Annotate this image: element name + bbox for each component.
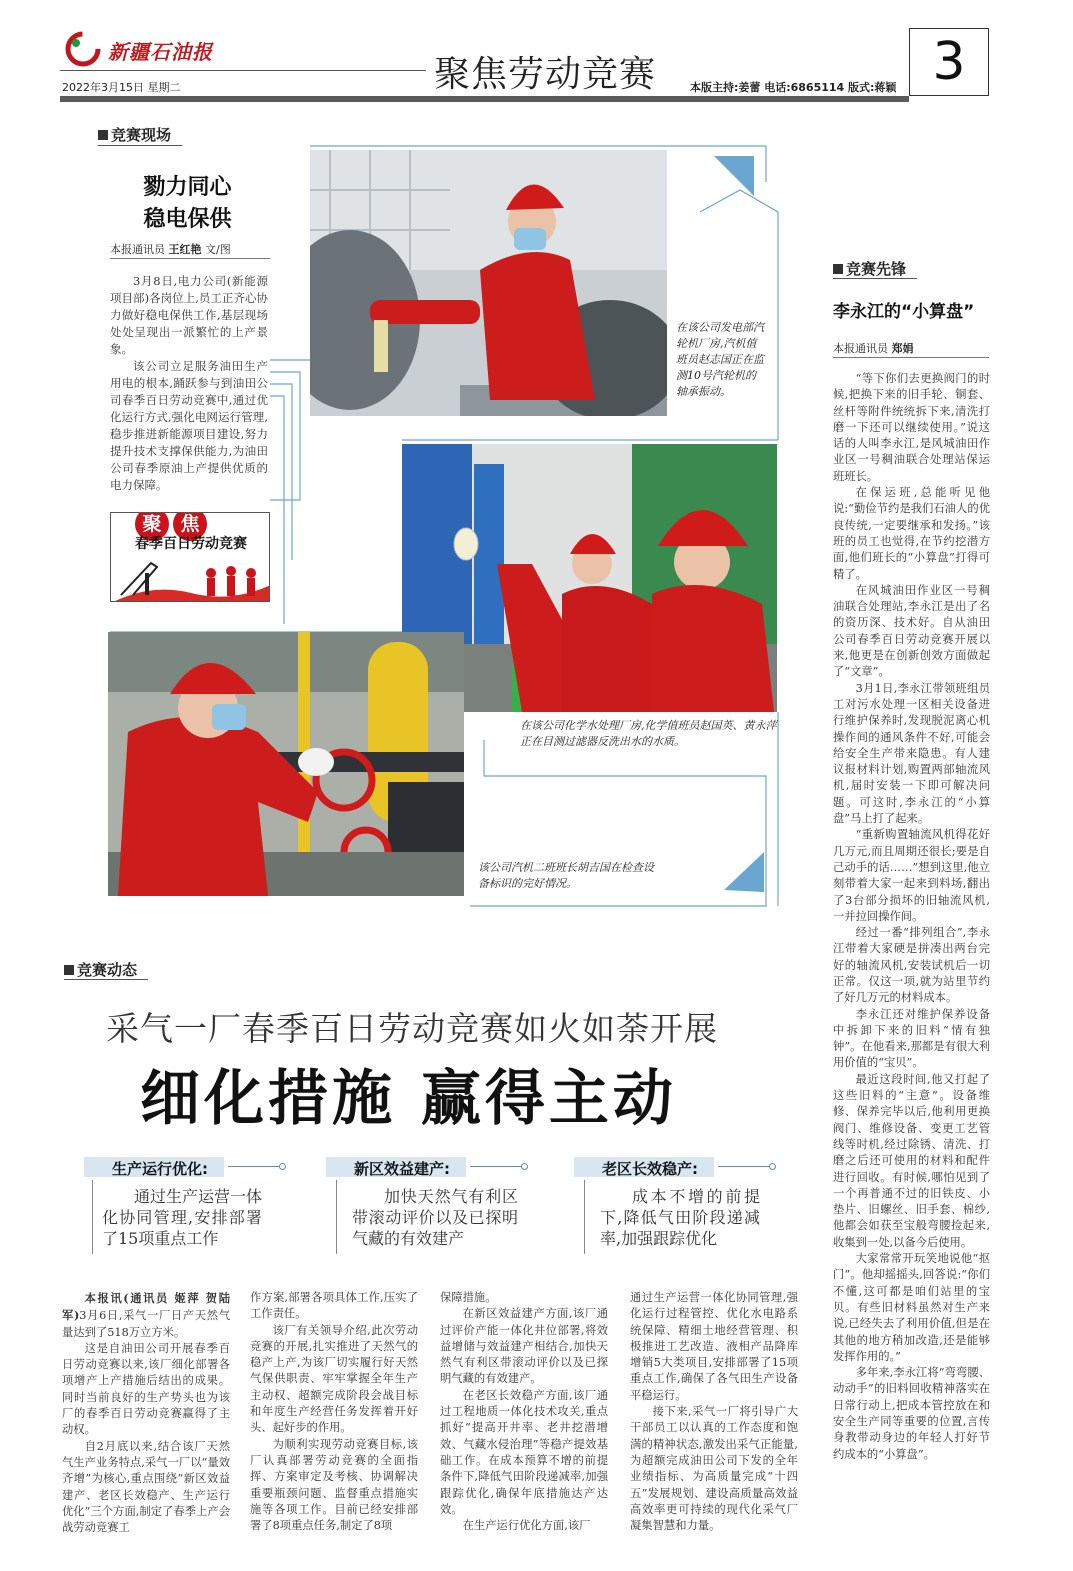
paragraph: 自2月底以来,结合该厂天然气生产业务特点,采气一厂以“量效齐增”为核心,重点围绕“新区效益建产、老区长效稳产、生产运行优化”三个方面,制定了春季上产会战劳动竞赛工 xyxy=(62,1439,230,1535)
square-bullet-icon xyxy=(833,264,843,274)
box-rule xyxy=(336,1180,337,1254)
paragraph: 为顺利实现劳动竞赛目标,该厂认真部署劳动竞赛的全面指挥、方案审定及考核、协调解决重要瓶颈问题、监督重点措施实施等各项工作。目前已经安排部署了8项重点任务,制定了8项 xyxy=(250,1437,418,1533)
box-head-old-area: 老区长效稳产: xyxy=(602,1160,698,1178)
article-byline: 本报通讯员 王红艳 文/图 xyxy=(110,243,231,256)
photo-turbine-inspection xyxy=(310,150,667,416)
paragraph: 接下来,采气一厂将引导广大干部员工以认真的工作态度和饱满的精神状态,激发出采气正能量,为超额完成油田公司下发的全年业绩指标、为高质量完成“十四五”发展规划、建设高质量高效益高效率更可持续的现代化采气厂凝集智慧和力量。 xyxy=(630,1405,798,1533)
paragraph: 大家常常开玩笑地说他“抠门”。他却摇摇头,回答说:“你们不懂,这可都是咱们站里的宝贝。有些旧材料虽然对生产来说,已经失去了利用价值,但是在其他的地方稍加改造,还是能够发挥作用的。” xyxy=(833,1252,990,1363)
box-line xyxy=(470,1166,522,1167)
newspaper-logo: 新疆石油报 xyxy=(108,40,213,64)
page-section-title: 聚焦劳动竞赛 xyxy=(434,54,657,95)
badge-char: 聚 xyxy=(135,512,169,541)
section-label-pioneer: 竞赛先锋 xyxy=(833,258,906,279)
paragraph: 在风城油田作业区一号稠油联合处理站,李永江是出了名的资历深、技术好。自从油田公司春季百日劳动竞赛开展以来,他更是在创新创效方面做起了“文章”。 xyxy=(833,583,990,679)
photo-caption-3: 该公司汽机二班班长胡吉国在检查设备标识的完好情况。 xyxy=(478,861,654,890)
paragraph: 在老区长效稳产方面,该厂通过工程地质一体化技术攻关,重点抓好“提高开井率、老井挖潜增效、气藏水侵治理”等稳产提效基础工作。在成本预算不增的前提条件下,降低气田阶段递减率,加强跟踪优化,确保年底措施达产达效。 xyxy=(440,1388,608,1516)
section-label-scene: 竞赛现场 xyxy=(98,124,171,145)
paragraph: 在新区效益建产方面,该厂通过评价产能一体化井位部署,将效益增储与效益建产相结合,加快天然气有利区带滚动评价以及已探明气藏的有效建产。 xyxy=(440,1307,608,1386)
section-underline xyxy=(64,979,148,980)
paragraph: 本报讯(通讯员 姬萍 贺陆军)3月6日,采气一厂日产天然气量达到了518万立方米。 xyxy=(62,1291,230,1339)
paragraph: 保障措施。 xyxy=(440,1291,497,1304)
photo-caption-2: 在该公司化学水处理厂房,化学值班员赵国英、黄永萍正在目测过滤器反洗出水的水质。 xyxy=(520,719,777,748)
paragraph: 该公司立足服务油田生产用电的根本,踊跃参与到油田公司春季百日劳动竞赛中,通过优化运行方式,强化电网运行管理,稳步推进新能源项目建设,努力提升技术支撑保供能力,为油田公司春季原油上产提供优质的电力保障。 xyxy=(110,359,268,492)
paragraph: 该厂有关领导介绍,此次劳动竞赛的开展,扎实推进了天然气的稳产上产,为该厂切实履行好天然气保供职责、牢牢掌握全年生产主动权、超额完成阶段会战目标和年度生产经营任务发挥着开好头、起好步的作用。 xyxy=(250,1323,418,1435)
box-line xyxy=(718,1166,770,1167)
page-number: 3 xyxy=(932,32,966,92)
box-text-production: 通过生产运营一体化协同管理,安排部署了15项重点工作 xyxy=(102,1187,263,1248)
paragraph: 这是自油田公司开展春季百日劳动竞赛以来,该厂细化部署各项增产上产措施后结出的成果。同时当前良好的生产势头也为该厂的春季百日劳动竞赛赢得了主动权。 xyxy=(62,1341,230,1437)
paragraph: 李永江还对维护保养设备中拆卸下来的旧料“情有独钟”。在他看来,那都是有很大利用价值的“宝贝”。 xyxy=(833,1007,990,1070)
paragraph: 3月1日,李永江带领班组员工对污水处理一区相关设备进行维护保养时,发现脱泥离心机操作间的通风条件不好,可能会给安全生产带来隐患。有人建议报材料计划,购置两部轴流风机,届时安装一下即可解决问题。可这时,李永江的“小算盘”马上打了起来。 xyxy=(833,681,990,826)
paragraph: 多年来,李永江将“弯弯腰、动动手”的旧料回收精神落实在日常行动上,把成本管控放在和安全生产同等重要的位置,言传身教带动身边的年轻人打好节约成本的“小算盘”。 xyxy=(833,1366,990,1461)
badge-subtitle: 春季百日劳动竞赛 xyxy=(135,536,247,552)
article-body xyxy=(833,371,990,1463)
news-headline: 细化措施 赢得主动 xyxy=(140,1064,677,1134)
box-dot xyxy=(769,1163,776,1170)
paragraph: 在保运班,总能听见他说:“勤俭节约是我们石油人的优良传统,一定要继承和发扬。”该班的员工也觉得,在节约挖潜方面,他们班长的“小算盘”打得可精了。 xyxy=(833,486,990,581)
news-column-2 xyxy=(250,1290,418,1534)
paragraph: 最近这段时间,他又打起了这些旧料的“主意”。设备维修、保养完毕以后,他利用更换阀门、维修设备、变更工艺管线等时机,经过除锈、清洗、打磨之后还可使用的材料和配件进行回收。有时候,哪怕见到了一个再普通不过的旧铁皮、小垫片、旧螺丝、旧手套、棉纱,他都会如获至宝般弯腰捡起来,收集到一处,以备今后使用。 xyxy=(833,1072,990,1249)
article-title-line2: 稳电保供 xyxy=(143,207,232,232)
box-rule xyxy=(92,1180,93,1254)
issue-date: 2022年3月15日 星期二 xyxy=(62,81,181,94)
box-line xyxy=(228,1166,280,1167)
paragraph: “重新购置轴流风机得花好几万元,而且周期还很长;要是自己动手的话……”想到这里,他立刻带着大家一起来到料场,翻出了3台部分损坏的旧轴流风机,一并拉回操作间。 xyxy=(833,828,990,923)
photo-caption-1: 在该公司发电部汽轮机厂房,汽机值班员赵志国正在监测10号汽轮机的轴承振动。 xyxy=(676,321,764,398)
box-text-new-area: 加快天然气有利区带滚动评价以及已探明气藏的有效建产 xyxy=(352,1187,518,1248)
photo-equipment-label-check xyxy=(108,632,464,896)
news-byline: 本报讯(通讯员 姬萍 贺陆军) xyxy=(62,1291,230,1323)
article-byline: 本报通讯员 郑娟 xyxy=(833,342,914,355)
box-rule xyxy=(584,1180,585,1254)
paragraph: “等下你们去更换阀门的时候,把换下来的旧手轮、铜套、丝杆等附件统统拆下来,清洗打磨一下还可以继续使用。”说这话的人叫李永江,是风城油田作业区一号稠油联合处理站保运班班长。 xyxy=(833,372,990,483)
news-column-1 xyxy=(62,1290,230,1536)
box-dot xyxy=(521,1163,528,1170)
article-title-line1: 勠力同心 xyxy=(143,175,232,200)
box-head-new-area: 新区效益建产: xyxy=(354,1160,450,1178)
badge-char: 焦 xyxy=(173,512,207,541)
news-column-4 xyxy=(630,1290,798,1534)
news-kicker: 采气一厂春季百日劳动竞赛如火如荼开展 xyxy=(106,1009,718,1048)
news-column-3 xyxy=(440,1290,608,1534)
square-bullet-icon xyxy=(64,965,74,975)
paragraph: 作方案,部署各项具体工作,压实了工作责任。 xyxy=(250,1291,418,1321)
paragraph: 经过一番“排列组合”,李永江带着大家硬是拼凑出两台完好的轴流风机,安装试机后一切正常。仅这一项,就为站里节约了好几万元的材料成本。 xyxy=(833,926,990,1005)
editor-info: 本版主持:姜蕾 电话:6865114 版式:蒋颖 xyxy=(690,81,897,94)
byline-rule xyxy=(833,357,989,358)
section-label-news: 竞赛动态 xyxy=(64,959,137,980)
paragraph: 通过生产运营一体化协同管理,强化运行过程管控、优化水电路系统保障、精细土地经营管理、积极推进工艺改造、液相产品降库增销5大类项目,安排部署了15项重点工作,确保了各气田生产设备平稳运行。 xyxy=(630,1291,798,1402)
article-title: 李永江的“小算盘” xyxy=(833,302,975,322)
box-head-production: 生产运行优化: xyxy=(112,1160,208,1178)
paragraph: 在生产运行优化方面,该厂 xyxy=(462,1519,591,1533)
paragraph: 3月8日,电力公司(新能源项目部)各岗位上,员工正齐心协力做好稳电保供工作,基层现场处处呈现出一派繁忙的上产景象。 xyxy=(110,274,268,356)
box-text-old-area: 成本不增的前提下,降低气田阶段递减率,加强跟踪优化 xyxy=(600,1187,760,1248)
section-underline xyxy=(833,278,917,279)
box-dot xyxy=(279,1163,286,1170)
